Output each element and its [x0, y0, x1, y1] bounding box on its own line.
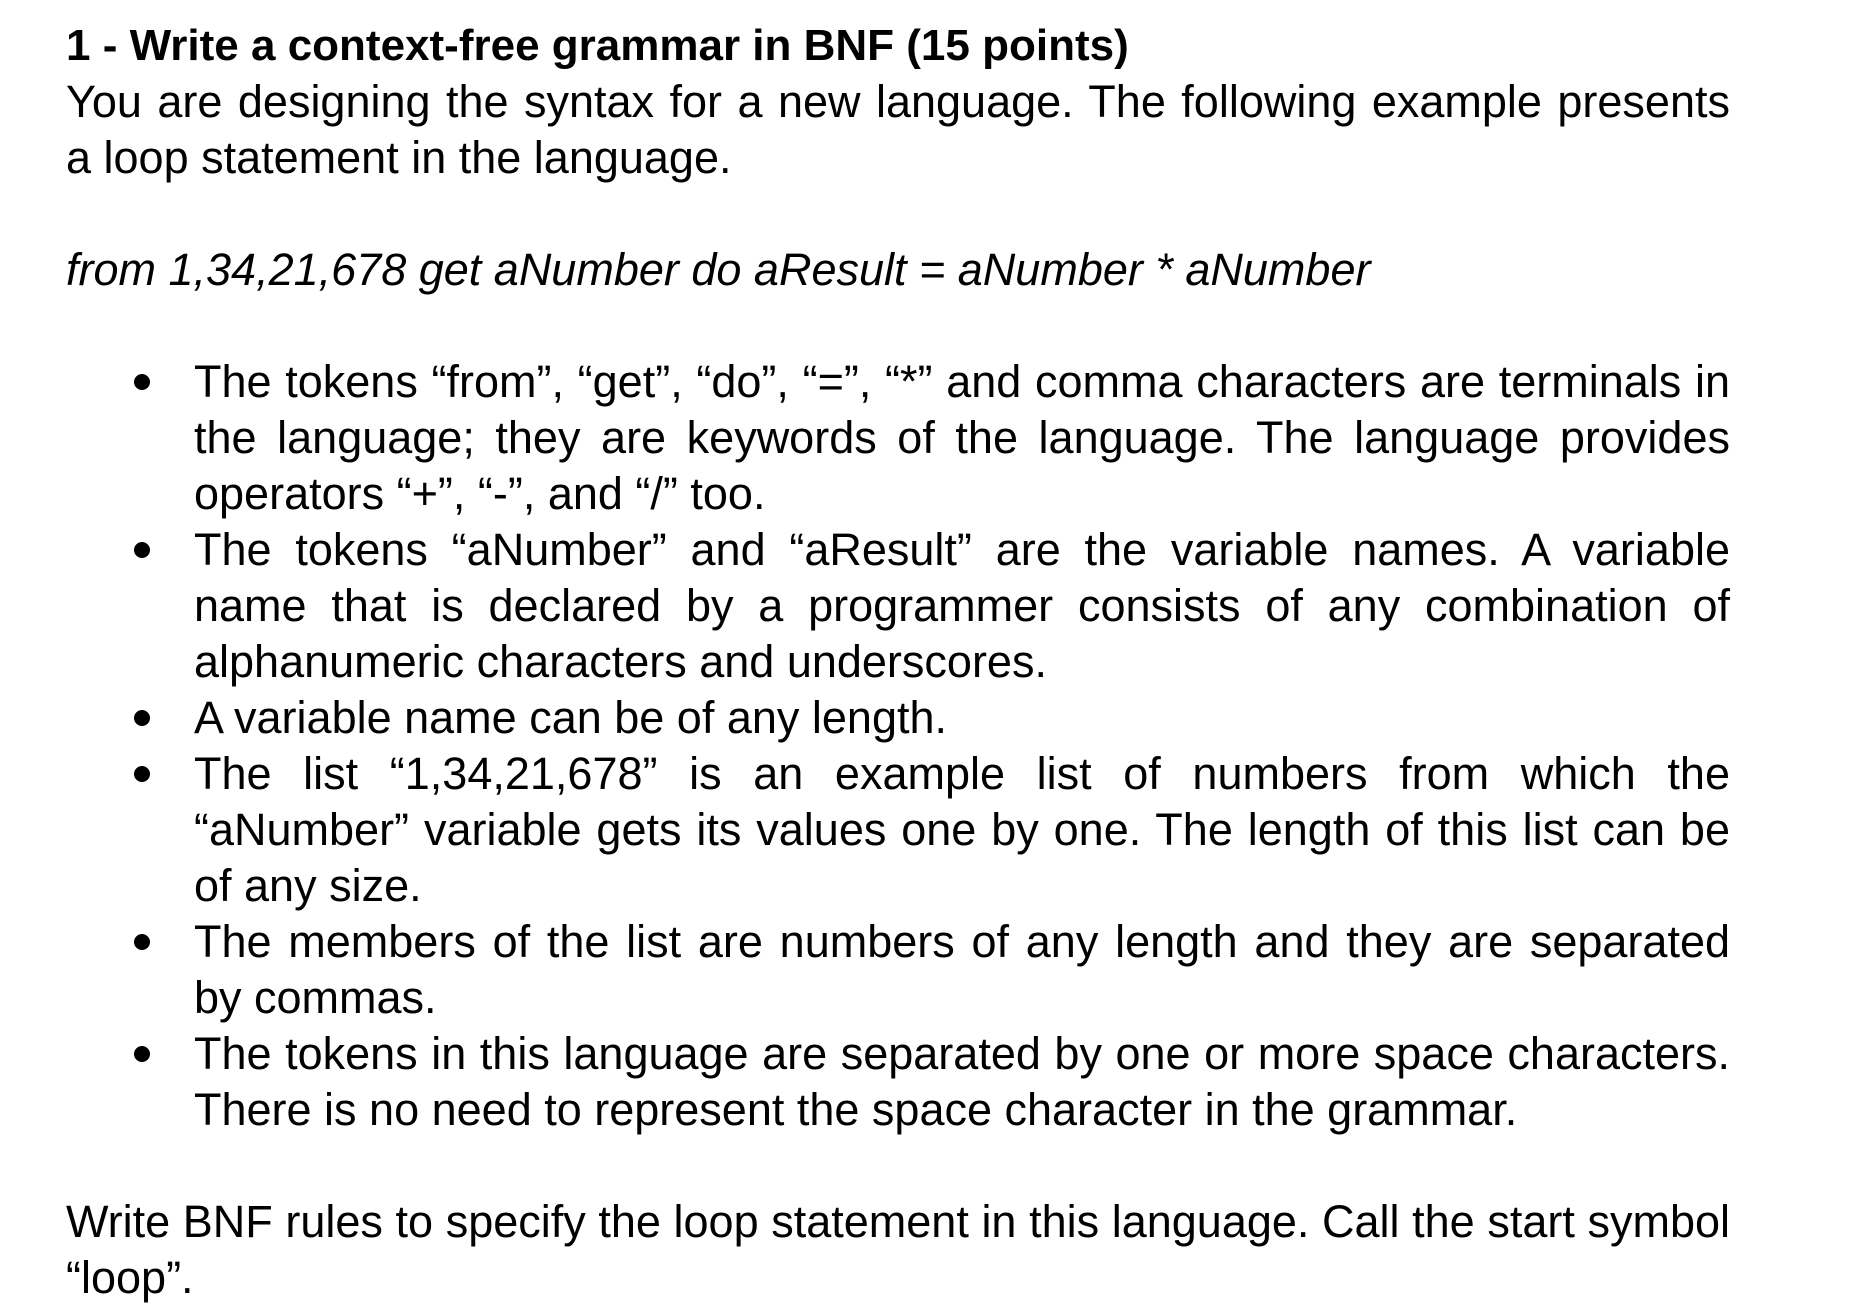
- bullet-icon: [134, 710, 150, 726]
- list-item: [66, 1026, 1730, 1138]
- document-page: [66, 18, 1730, 1306]
- list-item-text: The tokens “aNumber” and “aResult” are the variable names. A variable name that is declared by a programmer consists of any combination of alphanumeric characters and underscores.: [194, 524, 1730, 687]
- list-item-text: The list “1,34,21,678” is an example list of numbers from which the “aNumber” variable gets its values one by one. The length of this list can be of any size.: [194, 748, 1730, 911]
- list-item-text: The members of the list are numbers of any length and they are separated by commas.: [194, 916, 1730, 1023]
- question-heading: 1 - Write a context-free grammar in BNF (15 points): [66, 21, 1129, 70]
- list-item: [66, 522, 1730, 690]
- bullet-icon: [134, 374, 150, 390]
- closing-paragraph: Write BNF rules to specify the loop statement in this language. Call the start symbol “loop”.: [66, 1196, 1730, 1303]
- list-item: [66, 354, 1730, 522]
- list-item: [66, 914, 1730, 1026]
- bullet-icon: [134, 542, 150, 558]
- list-item: [66, 746, 1730, 914]
- list-item-text: The tokens “from”, “get”, “do”, “=”, “*” and comma characters are terminals in the language; they are keywords of the language. The language provides operators “+”, “-”, and “/” too.: [194, 356, 1730, 519]
- example-statement: from 1,34,21,678 get aNumber do aResult = aNumber * aNumber: [66, 244, 1371, 295]
- list-item: [66, 690, 1730, 746]
- bullet-icon: [134, 766, 150, 782]
- bullet-icon: [134, 1046, 150, 1062]
- list-item-text: A variable name can be of any length.: [194, 692, 948, 743]
- rules-list: [66, 354, 1730, 1138]
- intro-paragraph: You are designing the syntax for a new language. The following example presents a loop statement in the language.: [66, 76, 1730, 183]
- bullet-icon: [134, 934, 150, 950]
- list-item-text: The tokens in this language are separated by one or more space characters. There is no need to represent the space character in the grammar.: [194, 1028, 1730, 1135]
